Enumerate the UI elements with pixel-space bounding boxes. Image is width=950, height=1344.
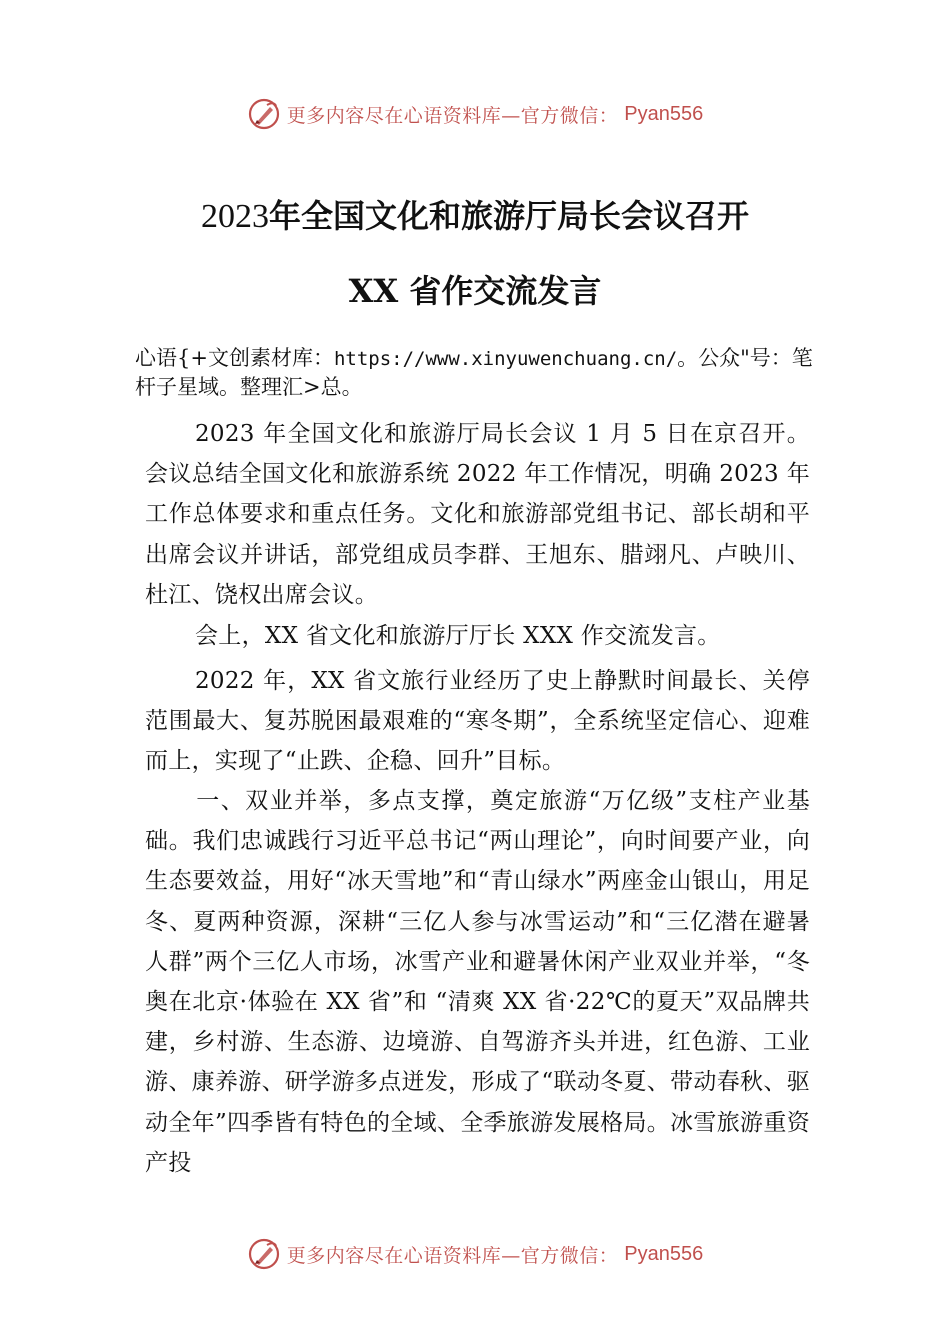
title-line1-text: 年全国文化和旅游厅局长会议召开	[268, 197, 749, 235]
pen-logo-icon	[247, 1237, 281, 1271]
paragraph	[145, 616, 810, 656]
paragraph	[145, 781, 810, 1183]
paragraph-text: 2023 年全国文化和旅游厅局长会议 1 月 5 日在京召开。会议总结全国文化和旅游系统 2022 年工作情况，明确 2023 年工作总体要求和重点任务。文化和旅游部党组书记、部长胡和平出席会议并讲话，部党组成员李群、王旭东、腊翊凡、卢映川、杜江、饶权出席会议。	[145, 421, 810, 608]
paragraph-text: 一、双业并举，多点支撑，奠定旅游“万亿级”支柱产业基础。我们忠诚践行习近平总书记“两山理论”，向时间要产业，向生态要效益，用好“冰天雪地”和“青山绿水”两座金山银山，用足冬、夏两种资源，深耕“三亿人参与冰雪运动”和“三亿潜在避暑人群”两个三亿人市场，冰雪产业和避暑休闲产业双业并举，“冬奥在北京·体验在 XX 省”和 “清爽 XX 省·22℃的夏天”双品牌共建，乡村游、生态游、边境游、自驾游齐头并进，红色游、工业游、康养游、研学游多点迸发，形成了“联动冬夏、带动春秋、驱动全年”四季皆有特色的全域、全季旅游发展格局。冰雪旅游重资产投	[145, 788, 810, 1176]
paragraph	[145, 661, 810, 782]
source-label: 心语{+文创素材库：	[135, 346, 334, 370]
pen-logo-icon	[247, 97, 281, 131]
wechat-id: Pyan556	[624, 1242, 704, 1265]
wechat-id: Pyan556	[624, 102, 704, 125]
paragraph-text: 2022 年，XX 省文旅行业经历了史上静默时间最长、关停范围最大、复苏脱困最艰难的“寒冬期”，全系统坚定信心、迎难而上，实现了“止跌、企稳、回升”目标。	[145, 668, 810, 775]
header-banner	[0, 94, 950, 134]
paragraph	[145, 414, 810, 615]
source-rest: 。公众"号：笔杆子星域。整理汇>总。	[135, 346, 813, 399]
footer-banner	[0, 1234, 950, 1274]
banner-text: 更多内容尽在心语资料库—官方微信：	[286, 104, 619, 127]
source-url: https://www.xinyuwenchuang.cn/	[333, 348, 678, 370]
title-year: 2023	[200, 198, 269, 235]
page-title-line2: XX 省作交流发言	[348, 272, 602, 310]
source-note	[135, 344, 815, 401]
paragraph-text: 会上，XX 省文化和旅游厅厅长 XXX 作交流发言。	[195, 623, 721, 649]
banner-text: 更多内容尽在心语资料库—官方微信：	[286, 1244, 619, 1267]
page-title-line1	[0, 191, 950, 237]
